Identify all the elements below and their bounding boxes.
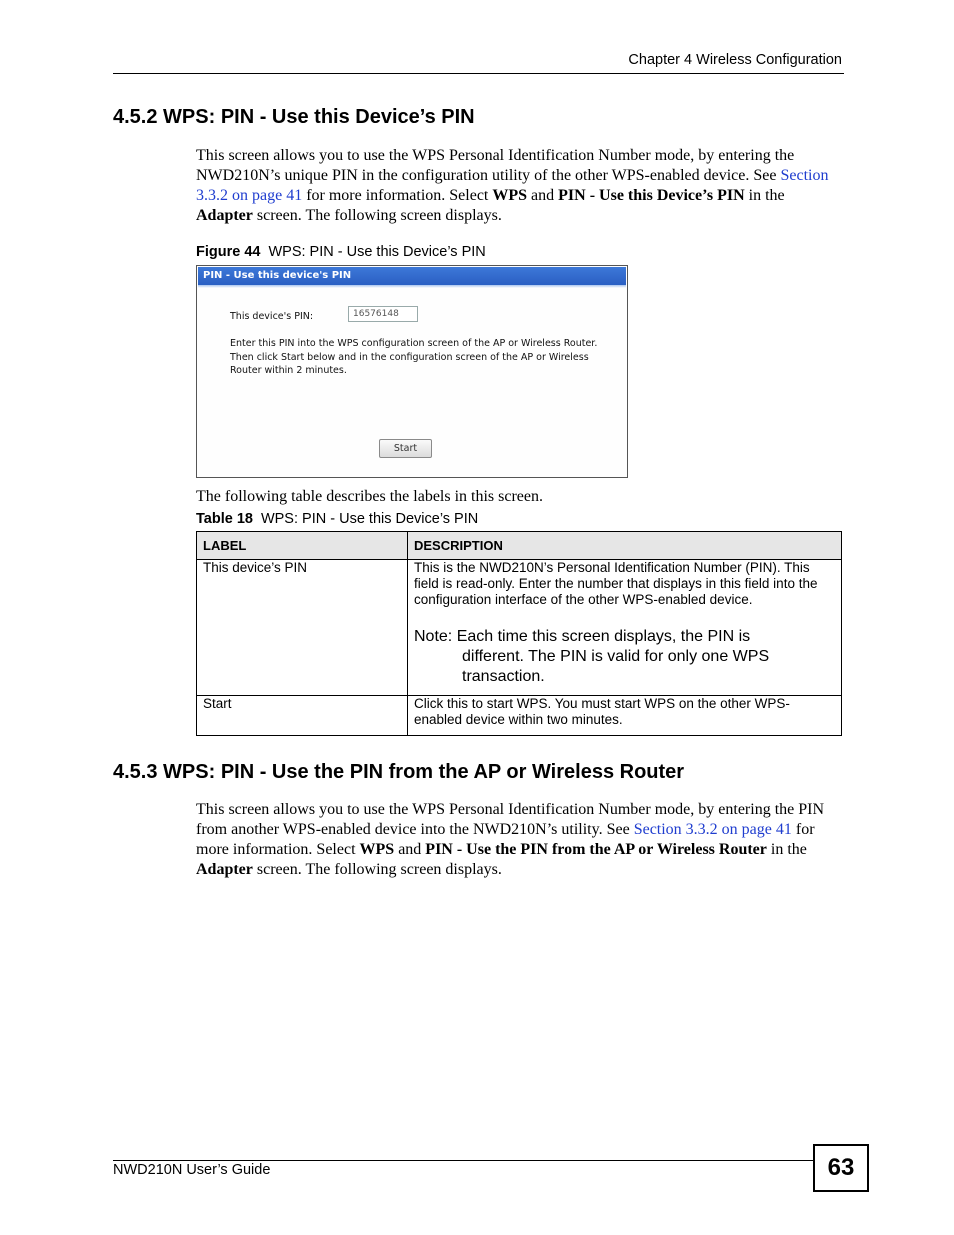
running-head: Chapter 4 Wireless Configuration — [628, 52, 842, 68]
start-button[interactable]: Start — [379, 439, 432, 458]
section-heading-4-5-2: 4.5.2 WPS: PIN - Use this Device’s PIN — [113, 106, 475, 128]
para-text: screen. The following screen displays. — [252, 207, 502, 224]
section-heading-4-5-3: 4.5.3 WPS: PIN - Use the PIN from the AP or Wireless Router — [113, 761, 685, 783]
row-description-text: This is the NWD210N’s Personal Identification Number (PIN). This field is read-only. Enter the number that displays in this field into the configuration interface of the other WPS-enabled device. — [414, 560, 818, 607]
section-4-5-3-paragraph — [196, 800, 842, 880]
para-text: for more information. Select — [302, 187, 493, 204]
para-text: in the — [744, 187, 785, 204]
table-caption — [196, 511, 478, 527]
figure-caption — [196, 244, 486, 260]
table-row — [197, 560, 842, 696]
table-row — [197, 696, 842, 736]
figure-caption-label: Figure 44 — [196, 244, 261, 260]
para-text: for more information. Select — [196, 821, 815, 858]
para-text: and — [527, 187, 559, 204]
para-bold: Adapter — [196, 861, 253, 878]
section-4-5-2-paragraph — [196, 146, 842, 226]
table-intro: The following table describes the labels in this screen. — [196, 488, 544, 505]
para-text: This screen allows you to use the WPS Personal Identification Number mode, by entering the NWD210N’s unique PIN in the configuration utility of the other WPS-enabled device. See — [196, 147, 795, 184]
row-description — [408, 560, 842, 696]
figure-caption-text: WPS: PIN - Use this Device’s PIN — [268, 244, 486, 260]
table-caption-label: Table 18 — [196, 511, 253, 527]
figure-screenshot — [196, 265, 628, 478]
row-description: Click this to start WPS. You must start WPS on the other WPS-enabled device within two minutes. — [408, 696, 842, 736]
device-pin-label: This device's PIN: — [230, 311, 314, 322]
para-text: This screen allows you to use the WPS Personal Identification Number mode, by entering the PIN from another WPS-enabled device into the NWD210N’s utility. See — [196, 801, 825, 838]
para-bold: PIN - Use the PIN from the AP or Wireless Router — [425, 841, 767, 858]
para-bold: WPS — [359, 841, 395, 858]
figure-title-bar: PIN - Use this device's PIN — [198, 267, 626, 285]
header-rule — [113, 73, 844, 74]
para-bold: Adapter — [196, 207, 253, 224]
para-bold: WPS — [492, 187, 528, 204]
pin-instructions: Enter this PIN into the WPS configuration screen of the AP or Wireless Router. Then click Start below and in the configuration screen of the AP or Wireless Router within 2 minutes. — [230, 338, 598, 376]
table-caption-text: WPS: PIN - Use this Device’s PIN — [260, 511, 479, 527]
note-text: Note: Each time this screen displays, the PIN is — [414, 628, 751, 645]
row-label: This device’s PIN — [197, 560, 408, 696]
row-label: Start — [197, 696, 408, 736]
device-pin-field[interactable]: 16576148 — [348, 306, 418, 322]
label-description-table — [196, 531, 842, 736]
section-link[interactable]: Section 3.3.2 on page 41 — [633, 821, 792, 838]
para-text: and — [394, 841, 426, 858]
section-link[interactable]: Section 3.3.2 on page 41 — [196, 167, 829, 204]
note-text-continued: different. The PIN is valid for only one WPS transaction. — [462, 648, 770, 685]
footer-guide-title: NWD210N User’s Guide — [113, 1162, 271, 1178]
para-bold: PIN - Use this Device’s PIN — [558, 187, 745, 204]
page-number: 63 — [813, 1144, 869, 1192]
para-text: screen. The following screen displays. — [252, 861, 502, 878]
table-header-row — [197, 532, 842, 560]
para-text: in the — [766, 841, 807, 858]
footer-rule — [113, 1160, 813, 1161]
note-block — [414, 627, 835, 687]
column-header-label: LABEL — [197, 532, 408, 560]
column-header-description: DESCRIPTION — [408, 532, 842, 560]
